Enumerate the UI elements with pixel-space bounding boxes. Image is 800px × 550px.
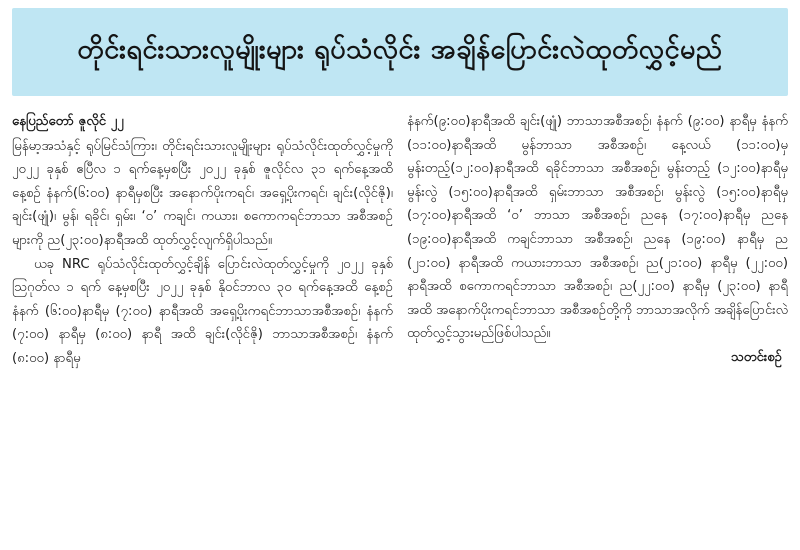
byline: သတင်းစဉ်: [731, 349, 782, 365]
headline: တိုင်းရင်းသားလူမျိုးများ ရုပ်သံလိုင်း အချိန်ပြောင်းလဲထုတ်လွှင့်မည်: [77, 34, 723, 65]
right-column: [407, 110, 788, 371]
paragraph-1: မြန်မာ့အသံနှင့် ရုပ်မြင်သံကြား၊ တိုင်းရင်းသားလူမျိုးများ ရုပ်သံလိုင်းထုတ်လွှင့်မှုကို ၂၀၂၂ ခုနှစ် ဧပြီလ ၁ ရက်နေ့မှစပြီး ၂၀၂၂ ခုနှစ် ဇူလိုင်လ ၃၁ ရက်နေ့အထိ နေ့စဉ် နံနက်(၆:၀၀) နာရီမှစပြီး အနောက်ပိုးကရင်၊ အရှေ့ပိုးကရင်၊ ချင်း(လိုင်ဇို)၊ ချင်း(ဖျုံ)၊ မွန်၊ ရခိုင်၊ ရှမ်း၊ ‘ဝ’ ကချင်၊ ကယား၊ စကောကရင်ဘာသာ အစီအစဉ်များကို ည(၂၃:၀၀)နာရီအထိ ထုတ်လွှင့်လျက်ရှိပါသည်။: [12, 138, 393, 248]
headline-banner: [12, 8, 788, 96]
article-body: [12, 110, 788, 371]
paragraph-2: ယခု NRC ရုပ်သံလိုင်းထုတ်လွှင့်ချိန် ပြောင်းလဲထုတ်လွှင့်မှုကို ၂၀၂၂ ခုနှစ် ဩဂုတ်လ ၁ ရက် နေ့မှစပြီး ၂၀၂၂ ခုနှစ် နိုဝင်ဘာလ ၃၀ ရက်နေ့အထိ နေ့စဉ် နံနက် (၆:၀၀)နာရီမှ (၇:၀၀) နာရီအထိ အရှေ့ပိုးကရင်ဘာသာအစီအစဉ်၊ နံနက် (၇:၀၀) နာရီမှ (၈:၀၀) နာရီ အထိ ချင်း(လိုင်ဇို) ဘာသာအစီအစဉ်၊ နံနက် (၈:၀၀) နာရီမှ: [12, 256, 393, 366]
left-column: [12, 110, 393, 371]
dateline: နေပြည်တော် ဇူလိုင် ၂၂: [12, 114, 124, 129]
paragraph-3: နံနက်(၉:၀၀)နာရီအထိ ချင်း(ဖျုံ) ဘာသာအစီအစဉ်၊ နံနက် (၉:၀၀) နာရီမှ နံနက် (၁၁:၀၀)နာရီအထိ မွန်ဘာသာ အစီအစဉ်၊ နေ့လယ် (၁၁:၀၀)မှ မွန်းတည့်(၁၂:၀၀)နာရီအထိ ရခိုင်ဘာသာ အစီအစဉ်၊ မွန်းတည့် (၁၂:၀၀)နာရီမှ မွန်းလွဲ (၁၅:၀၀)နာရီအထိ ရှမ်းဘာသာ အစီအစဉ်၊ မွန်းလွဲ (၁၅:၀၀)နာရီမှ (၁၇:၀၀)နာရီအထိ ‘ဝ’ ဘာသာ အစီအစဉ်၊ ညနေ (၁၇:၀၀)နာရီမှ ညနေ (၁၉:၀၀)နာရီအထိ ကချင်ဘာသာ အစီအစဉ်၊ ညနေ (၁၉:၀၀) နာရီမှ ည (၂၁:၀၀) နာရီအထိ ကယားဘာသာ အစီအစဉ်၊ ည(၂၁:၀၀) နာရီမှ (၂၂:၀၀) နာရီအထိ စကောကရင်ဘာသာ အစီအစဉ်၊ ည(၂၂:၀၀) နာရီမှ (၂၃:၀၀) နာရီအထိ အနောက်ပိုးကရင်ဘာသာ အစီအစဉ်တို့ကို ဘာသာအလိုက် အချိန်ပြောင်းလဲ ထုတ်လွှင့်သွားမည်ဖြစ်ပါသည်။: [407, 114, 788, 342]
